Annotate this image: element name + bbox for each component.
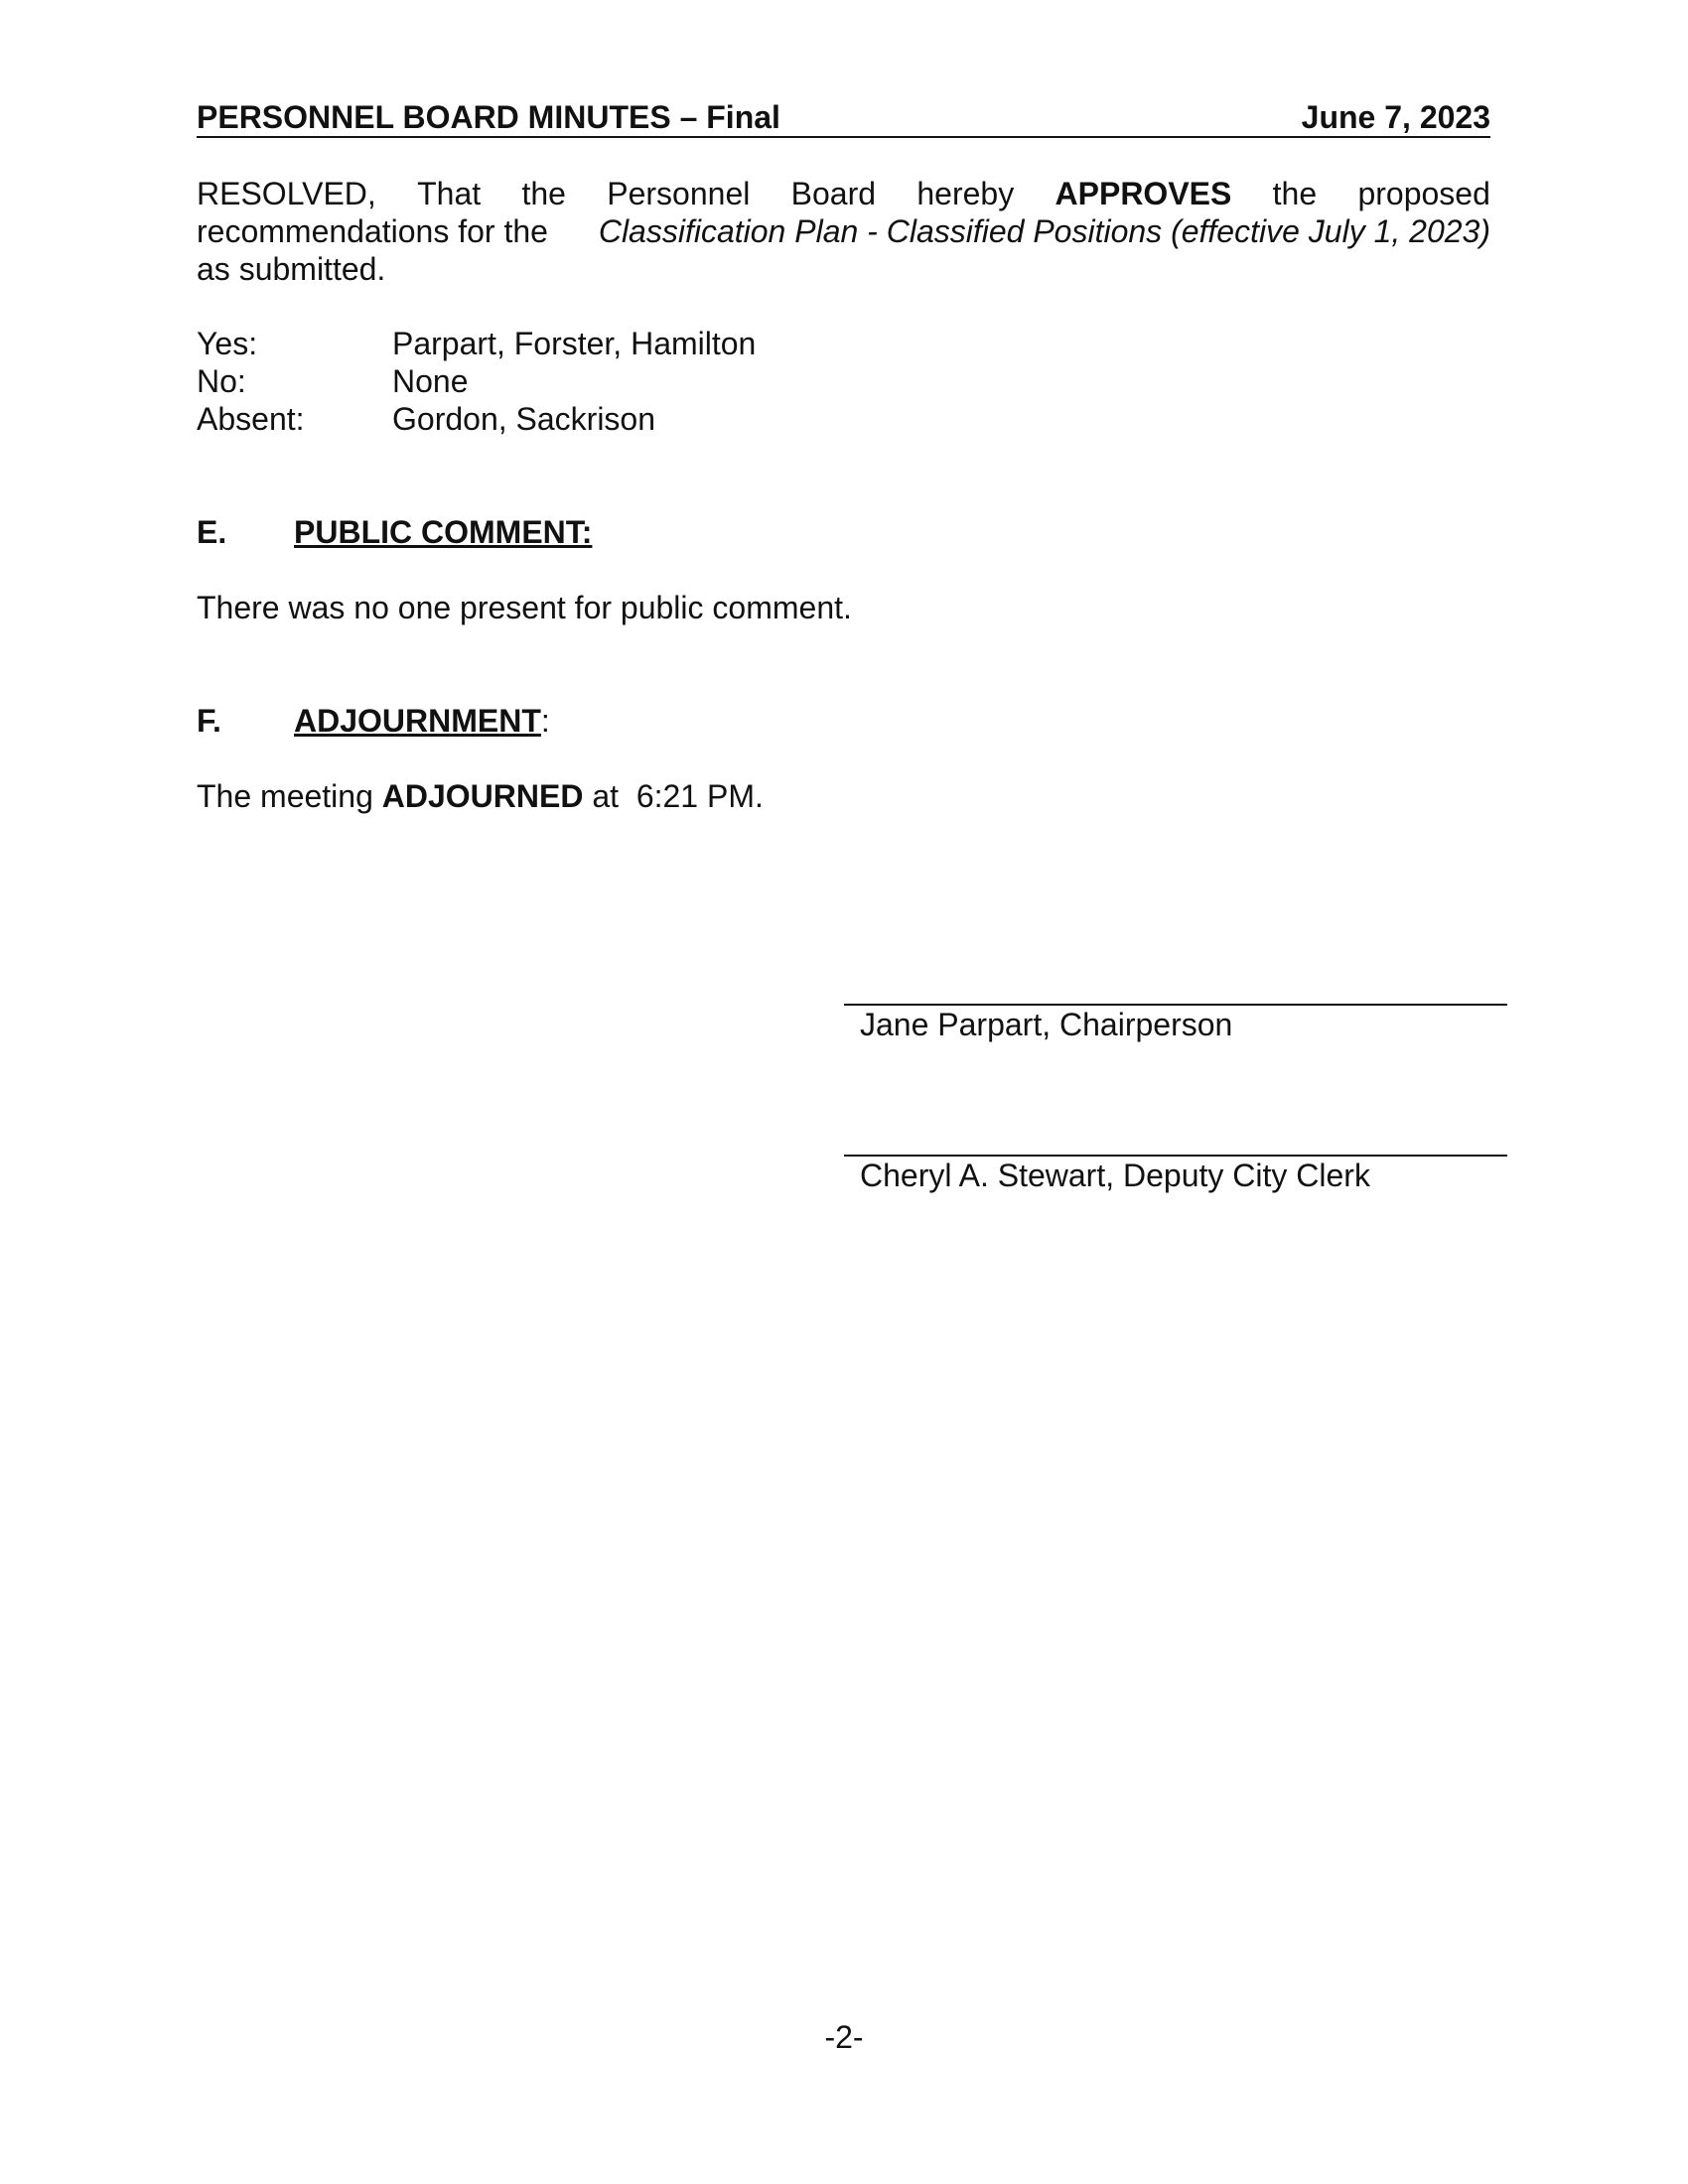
resolution-plan-title: Classification Plan - Classified Positions (effective July 1, 2023) [598, 213, 1490, 249]
section-e-letter: E. [197, 514, 227, 550]
resolution-word: the [1272, 176, 1318, 211]
vote-no-label: No: [197, 363, 246, 399]
public-comment-text: There was no one present for public comment. [197, 590, 852, 625]
page-header [197, 99, 1490, 138]
section-e-title: PUBLIC COMMENT: [294, 514, 593, 550]
header-title: PERSONNEL BOARD MINUTES – Final [197, 99, 780, 135]
chair-signature-name: Jane Parpart, Chairperson [860, 1007, 1233, 1042]
resolution-line-3: as submitted. [197, 251, 386, 287]
vote-yes-label: Yes: [197, 326, 258, 361]
resolution-word: hereby [916, 176, 1015, 211]
vote-yes-value: Parpart, Forster, Hamilton [392, 326, 757, 361]
clerk-signature-name: Cheryl A. Stewart, Deputy City Clerk [860, 1158, 1370, 1193]
page-number: -2- [824, 2019, 864, 2055]
section-f-letter: F. [197, 703, 221, 739]
resolution-line-2 [197, 212, 1490, 250]
resolution-line2-prefix: recommendations for the [197, 213, 548, 249]
section-f-title: ADJOURNMENT: [294, 703, 550, 739]
resolution-word: RESOLVED, [197, 176, 376, 211]
resolution-paragraph [197, 175, 1490, 288]
clerk-signature-line [844, 1155, 1507, 1157]
resolution-word: That [417, 176, 482, 211]
resolution-word: proposed [1357, 176, 1490, 211]
resolution-word: the [521, 176, 566, 211]
resolution-line-1 [197, 175, 1490, 212]
resolution-approves: APPROVES [1055, 176, 1232, 211]
vote-absent-label: Absent: [197, 401, 305, 437]
resolution-word: Board [790, 176, 877, 211]
vote-no-value: None [392, 363, 469, 399]
vote-absent-value: Gordon, Sackrison [392, 401, 656, 437]
resolution-word: Personnel [607, 176, 751, 211]
adjournment-text: The meeting ADJOURNED at 6:21 PM. [197, 778, 764, 814]
chair-signature-line [844, 1004, 1507, 1006]
header-date: June 7, 2023 [1301, 99, 1490, 135]
